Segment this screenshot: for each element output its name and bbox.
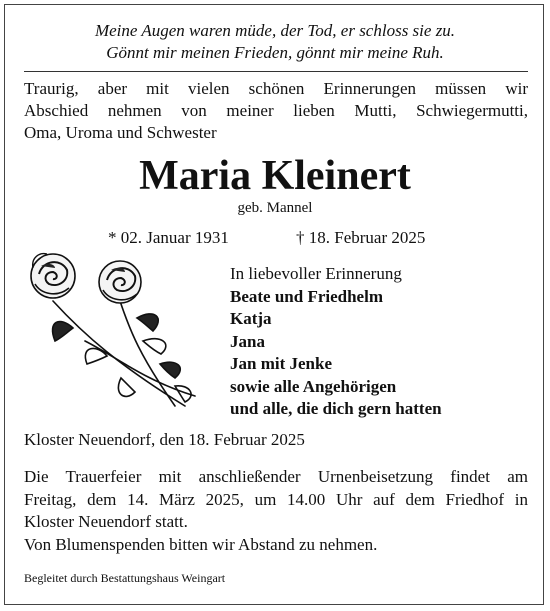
rose-2-icon	[99, 261, 141, 303]
place-date: Kloster Neuendorf, den 18. Februar 2025	[24, 430, 305, 449]
mourner-name: Jan mit Jenke	[230, 354, 332, 373]
mourner-name: sowie alle Angehörigen	[230, 376, 397, 396]
intro-text	[24, 78, 528, 144]
divider-top	[24, 71, 528, 72]
mourner-name: und alle, die dich gern hatten	[230, 399, 442, 418]
intro-line-3: Oma, Uroma und Schwester	[24, 123, 217, 142]
roses-illustration	[25, 246, 210, 416]
rose-1-icon	[31, 254, 75, 298]
poem-line-1: Meine Augen waren müde, der Tod, er schloss sie zu.	[94, 21, 456, 40]
mourner-name: Katja	[230, 309, 272, 328]
poem-line-2: Gönnt mir meinen Frieden, gönnt mir meine Ruh.	[106, 43, 444, 62]
service-line-4: Von Blumenspenden bitten wir Abstand zu nehmen.	[24, 534, 378, 554]
death-date: † 18. Februar 2025	[296, 228, 426, 247]
service-line-2: Freitag, dem 14. März 2025, um 14.00 Uhr auf dem Friedhof in	[24, 489, 528, 509]
mourners-lead: In liebevoller Erinnerung	[230, 264, 402, 283]
mourners-block	[230, 263, 442, 421]
funeral-home-credit: Begleitet durch Bestattungshaus Weingart	[24, 571, 226, 585]
mourner-name: Beate und Friedhelm	[230, 286, 383, 306]
service-line-1: Die Trauerfeier mit anschließender Urnenbeisetzung findet am	[24, 467, 528, 486]
intro-line-1: Traurig, aber mit vielen schönen Erinnerungen müssen wir	[24, 79, 528, 98]
maiden-name: geb. Mannel	[237, 200, 313, 216]
service-info	[24, 466, 528, 556]
mourner-name: Jana	[230, 331, 265, 351]
service-line-3: Kloster Neuendorf statt.	[24, 512, 188, 531]
deceased-name: Maria Kleinert	[139, 153, 411, 199]
birth-date: * 02. Januar 1931	[108, 228, 229, 247]
intro-line-2: Abschied nehmen von meiner lieben Mutti, Schwiegermutti,	[24, 101, 528, 120]
